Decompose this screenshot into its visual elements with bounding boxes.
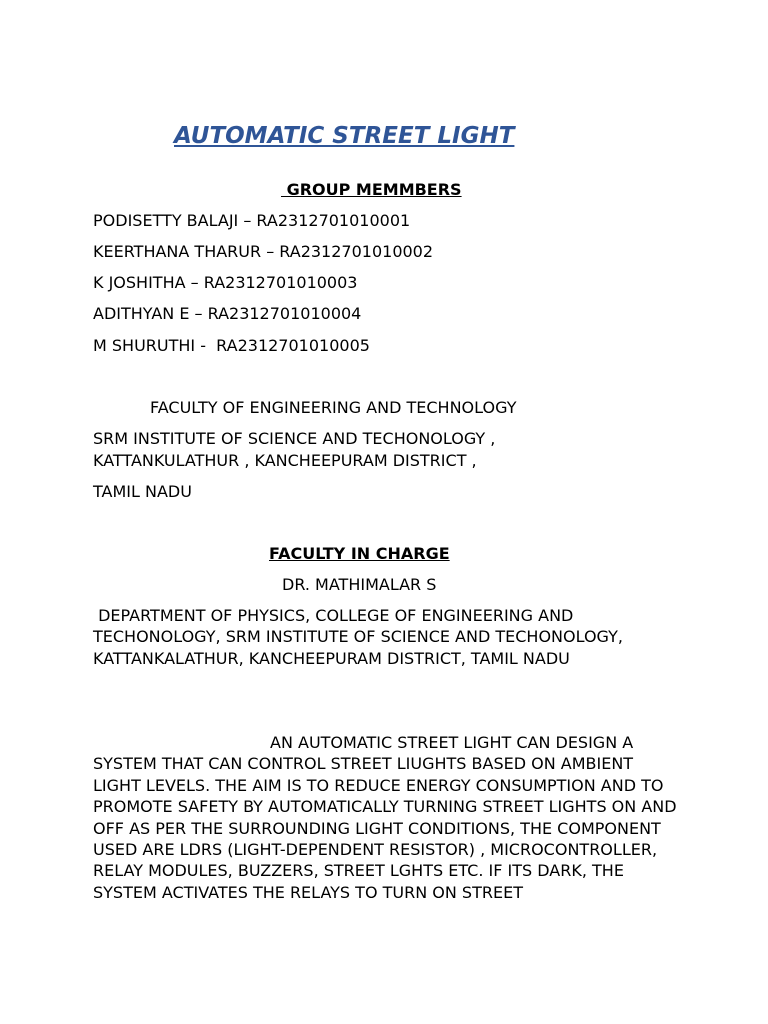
abstract-text: AN AUTOMATIC STREET LIGHT CAN DESIGN A SYSTEM THAT CAN CONTROL STREET LIUGHTS BASED ON AMBIENT LIGHT LEVELS. THE AIM IS TO REDUCE ENERGY CONSUMPTION AND TO PROMOTE SAFETY BY AUTOMATICALLY TURNING STREET LIGHTS ON AND OFF AS PER THE SURROUNDING LIGHT CONDITIONS, THE COMPONENT USED ARE LDRS (LIGHT-DEPENDENT RESISTOR) , MICROCONTROLLER, RELAY MODULES, BUZZERS, STREET LGHTS ETC. IF ITS DARK, THE SYSTEM ACTIVATES THE RELAYS TO TURN ON STREET: [93, 733, 677, 902]
member-line: ADITHYAN E – RA2312701010004: [93, 304, 362, 323]
institute-line: SRM INSTITUTE OF SCIENCE AND TECHONOLOGY ,: [93, 429, 496, 448]
institute-line: TAMIL NADU: [93, 482, 192, 501]
group-members-heading: GROUP MEMMBERS: [281, 180, 462, 199]
institute-line: KATTANKULATHUR , KANCHEEPURAM DISTRICT ,: [93, 451, 477, 470]
abstract-paragraph: [93, 732, 683, 903]
document-title: AUTOMATIC STREET LIGHT: [174, 123, 515, 149]
member-line: PODISETTY BALAJI – RA2312701010001: [93, 211, 411, 230]
faculty-in-charge-name: DR. MATHIMALAR S: [282, 575, 437, 594]
faculty-name: FACULTY OF ENGINEERING AND TECHNOLOGY: [150, 398, 517, 417]
member-line: KEERTHANA THARUR – RA2312701010002: [93, 242, 434, 261]
faculty-in-charge-heading: FACULTY IN CHARGE: [269, 544, 450, 563]
member-line: M SHURUTHI - RA2312701010005: [93, 336, 370, 355]
department-paragraph: DEPARTMENT OF PHYSICS, COLLEGE OF ENGINEERING AND TECHONOLOGY, SRM INSTITUTE OF SCIENCE AND TECHONOLOGY, KATTANKALATHUR, KANCHEEPURAM DISTRICT, TAMIL NADU: [93, 606, 629, 668]
member-line: K JOSHITHA – RA2312701010003: [93, 273, 358, 292]
